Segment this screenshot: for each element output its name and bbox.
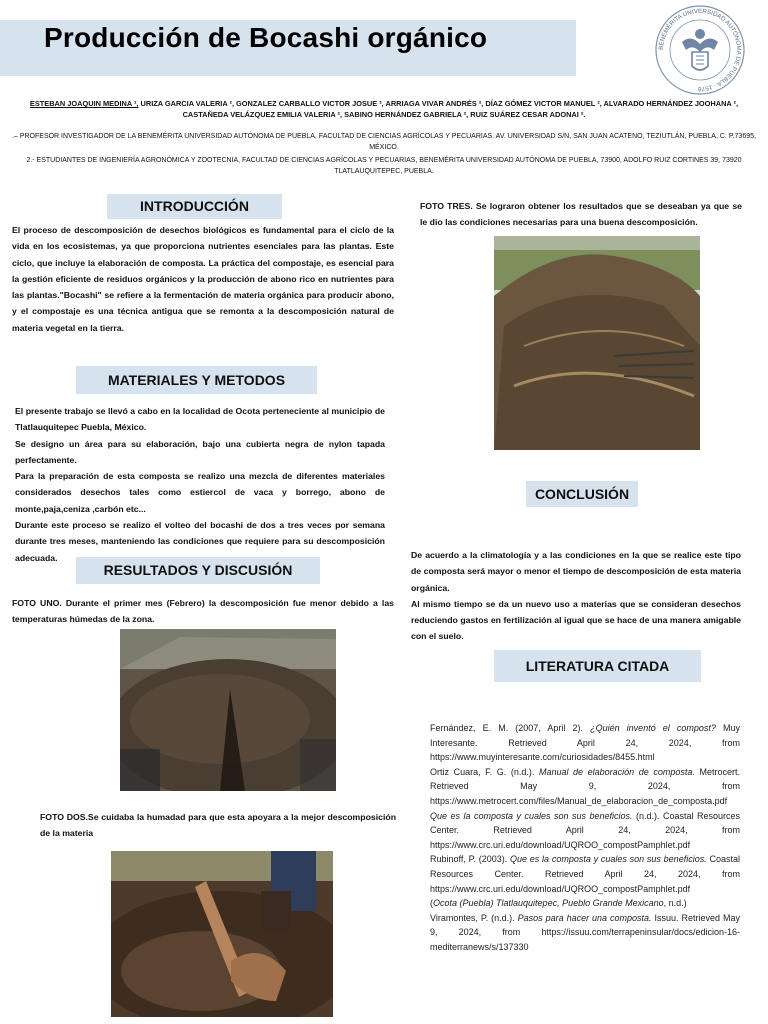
- reference-item: Viramontes, P. (n.d.). Pasos para hacer una composta. Issuu. Retrieved May 9, 2024, from https://issuu.com/terrapeninsular/docs/edicion-16-mediterranews/s/137330: [430, 912, 740, 952]
- photo-uno: [120, 629, 336, 791]
- methods-text: [15, 403, 385, 566]
- reference-item: Que es la composta y cuales son sus beneficios. (n.d.). Coastal Resources Center. Retrieved April 24, 2024, from https://www.crc.uri.edu/download/UQROO_compostPamphlet.pdf: [430, 810, 740, 850]
- intro-heading: INTRODUCCIÓN: [107, 194, 282, 219]
- reference-item: Rubinoff, P. (2003). Que es la composta y cuales son sus beneficios. Coastal Resources Center. Retrieved April 24, 2024, from https://www.crc.uri.edu/download/UQROO_compostPamphlet.pdf: [430, 854, 740, 894]
- reference-item: Fernández, E. M. (2007, April 2). ¿Quién inventó el compost? Muy Interesante. Retrieved April 24, 2024, from https://www.muyinteresante.com/curiosidades/8455.html: [430, 723, 740, 763]
- conclusion-paragraph: De acuerdo a la climatología y a las condiciones en la que se realice este tipo de composta será mayor o menor el tiempo de descomposición de esta materia orgánica.: [411, 550, 741, 593]
- methods-heading: MATERIALES Y METODOS: [76, 366, 317, 394]
- photo-tres: [494, 236, 700, 450]
- author-list: [10, 98, 758, 120]
- seal-text: BENEMÉRITA UNIVERSIDAD AUTÓNOMA DE PUEBLA · 1578: [657, 7, 743, 93]
- conclusion-text: [411, 547, 741, 645]
- poster-title: Producción de Bocashi orgánico: [44, 22, 488, 53]
- lead-author: ESTEBAN JOAQUIN MEDINA ¹,: [29, 99, 139, 108]
- co-authors: URIZA GARCIA VALERIA ², GONZALEZ CARBALLO VICTOR JOSUE ², ARRIAGA VIVAR ANDRÉS ², DÍAZ GÓMEZ VICTOR MANUEL ², ALVARADO HERNÁNDEZ JOOHANA ², CASTAÑEDA VELÁZQUEZ EMILIA VALERIA ², SABINO HERNÁNDEZ GABRIELA ², RUIZ SUÁREZ CESAR ADONAI ².: [138, 99, 739, 119]
- foto-tres-caption: FOTO TRES. Se lograron obtener los resultados que se deseaban ya que se le dio las condiciones necesarias para una buena descomposición.: [420, 201, 742, 228]
- literature-heading: LITERATURA CITADA: [494, 650, 701, 682]
- methods-paragraph: El presente trabajo se llevó a cabo en la localidad de Ocota perteneciente al municipio de Tlatlauquitepec Puebla, México.: [15, 406, 385, 433]
- conclusion-paragraph: Al mismo tiempo se da un nuevo uso a materias que se consideran desechos reduciendo gastos en fertilización al igual que se hace de una manera amigable con el suelo.: [411, 598, 741, 642]
- reference-item: (Ocota (Puebla) Tlatlauquitepec, Pueblo Grande Mexicano, n.d.): [430, 898, 687, 909]
- affiliation-1: .– PROFESOR INVESTIGADOR DE LA BENEMÉRITA UNIVERSIDAD AUTÓNOMA DE PUEBLA, FACULTAD DE CIENCIAS AGRÍCOLAS Y PECUARIAS. AV. UNIVERSIDAD S/N, SAN JUAN ACATENO, TEZIUTLÁN, PUEBLA, C. P.73695, MÉXICO.: [12, 133, 756, 151]
- photo-dos: [111, 851, 333, 1017]
- methods-paragraph: Durante este proceso se realizo el volteo del bocashi de dos a tres veces por semana durante tres meses, manteniendo las condiciones que requiere para su descomposición adecuada.: [15, 520, 385, 563]
- reference-item: Ortiz Cuara, F. G. (n.d.). Manual de elaboración de composta. Metrocert. Retrieved May 9, 2024, from https://www.metrocert.com/files/Manual_de_elaboracion_de_composta.pdf: [430, 766, 740, 806]
- intro-text: El proceso de descomposición de desechos biológicos es fundamental para el ciclo de la vida en los ecosistemas, ya que proporciona nutrientes esenciales para las plantas. Este ciclo, que incluye la elaboración de composta. La práctica del compostaje, es esencial para la gestión eficiente de residuos orgánicos y la producción de abono rico en nutrientes para las plantas."Bocashi" se refiere a la fermentación de materia orgánica para producir abono, y el compostaje es una técnica antigua que se remonta a la descomposición natural de materia vegetal en la tierra.: [12, 225, 394, 333]
- university-seal-icon: [654, 4, 746, 96]
- conclusion-heading: CONCLUSIÓN: [526, 481, 638, 507]
- foto-uno-caption: FOTO UNO. Durante el primer mes (Febrero) la descomposición fue menor debido a las temperaturas húmedas de la zona.: [12, 598, 394, 625]
- foto-dos-caption: FOTO DOS.Se cuidaba la humadad para que esta apoyara a la mejor descomposición de la materia: [40, 812, 396, 839]
- results-heading: RESULTADOS Y DISCUSIÓN: [76, 557, 320, 584]
- methods-paragraph: Se designo un área para su elaboración, bajo una cubierta negra de nylon tapada perfectamente.: [15, 438, 385, 465]
- affiliation-2: 2.- ESTUDIANTES DE INGENIERÍA AGRONÓMICA Y ZOOTECNIA, FACULTAD DE CIENCIAS AGRÍCOLAS Y PECUARIAS, BENEMÉRITA UNIVERSIDAD AUTÓNOMA DE PUEBLA, 73900, ADOLFO RUIZ CORTINES 39, 73920 TLATLAUQUITEPEC, PUEBLA.: [26, 157, 742, 175]
- reference-list: [430, 721, 740, 955]
- university-seal: [654, 4, 746, 96]
- methods-paragraph: Para la preparación de esta composta se realizo una mezcla de diferentes materiales considerados desechos tales como estiercol de vaca y borrego, abono de monte,paja,ceniza ,carbón etc...: [15, 471, 385, 514]
